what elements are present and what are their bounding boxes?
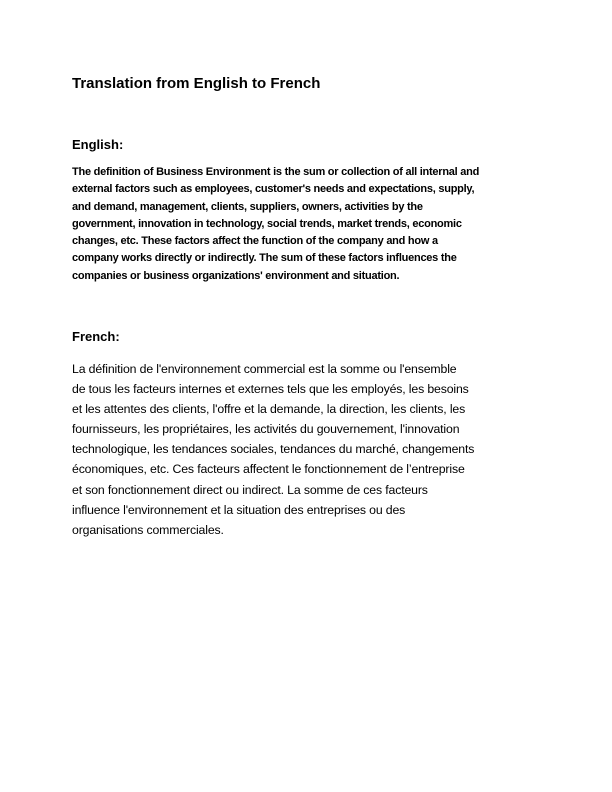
english-heading: English: <box>72 137 124 152</box>
text-line: The definition of Business Environment is the sum or collection of all internal and <box>72 166 480 178</box>
text-line: fournisseurs, les propriétaires, les activités du gouvernement, l'innovation <box>72 422 460 437</box>
text-line: government, innovation in technology, social trends, market trends, economic <box>72 217 462 230</box>
text-line: économiques, etc. Ces facteurs affectent le fonctionnement de l’entreprise <box>72 462 465 477</box>
text-line: technologique, les tendances sociales, tendances du marché, changements <box>72 442 475 457</box>
french-heading: French: <box>72 329 120 344</box>
text-line: companies or business organizations' environment and situation. <box>72 269 400 282</box>
text-line: La définition de l'environnement commercial est la somme ou l'ensemble <box>72 362 457 376</box>
text-line: and demand, management, clients, suppliers, owners, activities by the <box>72 200 423 213</box>
text-line: organisations commerciales. <box>72 522 224 537</box>
text-line: external factors such as employees, customer's needs and expectations, supply, <box>72 183 475 196</box>
text-line: company works directly or indirectly. The sum of these factors influences the <box>72 252 457 265</box>
text-line: de tous les facteurs internes et externes tels que les employés, les besoins <box>72 382 469 397</box>
french-paragraph <box>72 359 474 540</box>
text-line: changes, etc. These factors affect the function of the company and how a <box>72 235 438 248</box>
document-title: Translation from English to French <box>72 75 321 92</box>
english-paragraph <box>72 164 479 285</box>
text-line: et son fonctionnement direct ou indirect. La somme de ces facteurs <box>72 482 428 497</box>
text-line: influence l'environnement et la situation des entreprises ou des <box>72 502 406 517</box>
text-line: et les attentes des clients, l'offre et la demande, la direction, les clients, les <box>72 402 466 417</box>
